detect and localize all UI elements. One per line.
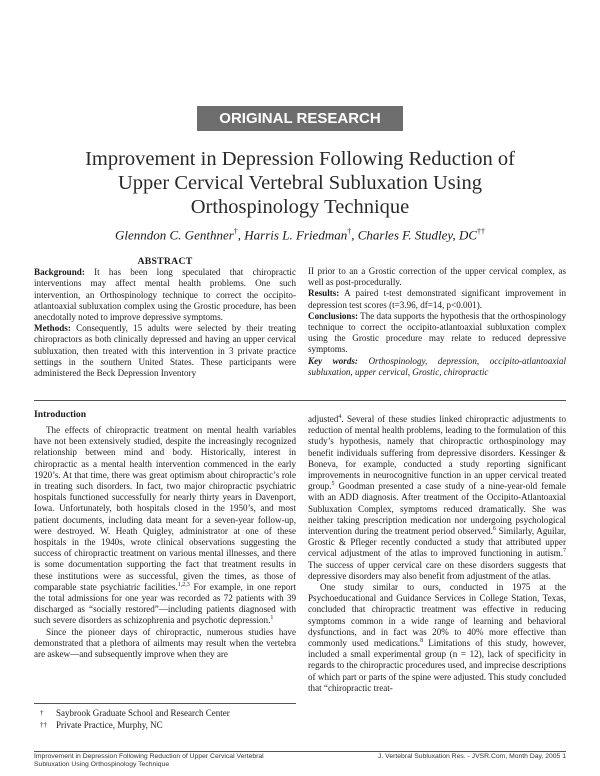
author-list xyxy=(40,224,560,243)
abstract-methods xyxy=(34,323,296,379)
title-line: Upper Cervical Vertebral Subluxation Using xyxy=(118,172,482,194)
body-paragraph: One study similar to ours, conducted in 1975 at the Psychoeducational and Guidance Services in College Station, Texas, concluded that chiropractic treatment was effective in reducing symptoms common in a wide range of learning and behavioral dysfunctions, and in fact was 20% to 40% more effective than commonly used medications.$^8$ Limitations of this study, however, included a small experimental group (n = 12), lack of specificity in regards to the chiropractic procedures used, and imprecise descriptions of which part or parts of the spine were adjusted. This study concluded that “chiropractic treat- xyxy=(308,582,566,693)
abstract-text: Consequently, 15 adults were selected by their treating chiropractors as both clinically depressed and having an upper cervical subluxation, then treated with this intervention in 3 private practice settings in the southern United States. These participants were administered the Beck Depression Inventory xyxy=(34,323,296,379)
abstract-conclusions xyxy=(308,311,566,356)
affiliation-mark: † xyxy=(347,227,352,236)
citation: 7 xyxy=(563,548,566,555)
author-name: Harris L. Friedman xyxy=(244,227,348,243)
abstract-text: A paired t-test demonstrated significant improvement in depression test scores (t=3.96, df=14, p<0.001). xyxy=(308,288,566,310)
footnote-mark: † xyxy=(40,709,44,717)
footnotes xyxy=(34,708,296,731)
footnote xyxy=(34,708,296,720)
abstract-text: The data supports the hypothesis that the orthospinology technique to correct the occipito-atlantoaxial subluxation complex using the Grostic procedure may relate to reduced depressive symptoms. xyxy=(308,310,566,355)
section-banner: ORIGINAL RESEARCH xyxy=(197,106,403,131)
affiliation-mark: † xyxy=(233,227,238,236)
footnote-text: Private Practice, Murphy, NC xyxy=(56,719,163,730)
body-right-column xyxy=(308,414,566,750)
running-footer-title: Improvement in Depression Following Reduction of Upper Cervical Vertebral Subluxation Using Orthospinology Technique xyxy=(34,753,264,769)
abstract-right-column xyxy=(308,266,566,390)
author-name: Glenndon C. Genthner xyxy=(114,227,234,243)
body-paragraph: The effects of chiropractic treatment on mental health variables have not been extensively studied, despite the increasingly recognized relationship between mind and body. Historically, interest in chiropractic as a mental health intervention commenced in the early 1920’s. At that time, there was great optimism about chiropractic’s role in treating such disorders. In fact, two major chiropractic psychiatric hospitals functioned successfully for nearly thirty years in Davenport, Iowa. Unfortunately, both hospitals closed in the 1950’s, and most patient documents, including data meant for a seven-year follow-up, were destroyed. W. Heath Quigley, administrator at one of these hospitals in the 1940s, wrote clinical observations suggesting the success of chiropractic treatment on various mental illnesses, and there is some documentation supporting the fact that treatment results in these institutions were as successful, given the times, as those of comparable state psychiatric facilities.$^{1,2,3}$ For example, in one report the total admissions for one year was recorded as 72 patients with 39 discharged as “socially restored”—including patients diagnosed with such severe disorders as schizophrenia and psychotic depression.$^1$ xyxy=(34,425,296,626)
keywords-label: Key words: xyxy=(308,355,358,366)
body-left-column xyxy=(34,409,296,705)
abstract-background xyxy=(34,267,296,323)
citation: 1 xyxy=(270,615,274,622)
abstract-methods-continued: II prior to an a Grostic correction of the upper cervical complex, as well as post-procedurally. xyxy=(308,266,566,288)
abstract-label: Methods: xyxy=(34,323,71,334)
article-title xyxy=(40,147,560,219)
author-separator: , xyxy=(351,227,358,243)
footnote-divider xyxy=(34,703,296,704)
keywords xyxy=(308,356,566,378)
citation: 1,2,3 xyxy=(177,581,190,588)
abstract-results xyxy=(308,288,566,310)
title-line: Improvement in Depression Following Reduction of xyxy=(85,148,515,170)
citation: 6 xyxy=(492,526,496,532)
footnote xyxy=(34,720,296,732)
abstract-label: Conclusions: xyxy=(308,310,359,321)
author-name: Charles F. Studley, DC xyxy=(357,227,478,243)
title-line: Orthospinology Technique xyxy=(190,196,410,218)
section-heading: Introduction xyxy=(34,409,87,420)
abstract-label: Background: xyxy=(34,267,85,278)
abstract-label: Results: xyxy=(308,288,340,299)
running-footer-journal: J. Vertebral Subluxation Res. - JVSR.Com, Month Day, 2005 1 xyxy=(377,753,566,760)
keywords-text: Orthospinology, depression, occipito-atlantoaxial subluxation, upper cervical, Grostic, chiropractic xyxy=(308,355,566,377)
abstract-text: It has been long speculated that chiropractic interventions may affect mental health problems. One such intervention, an Orthospinology technique to correct the occipito-atlantoaxial subluxation complex using the Grostic procedure, has been anecdotally noted to improve depressive symptoms. xyxy=(34,267,296,323)
author-separator: , xyxy=(237,227,245,243)
footnote-text: Saybrook Graduate School and Research Center xyxy=(56,708,230,718)
abstract-left-column xyxy=(34,256,296,390)
footer-divider xyxy=(34,751,566,752)
citation: 4 xyxy=(338,414,342,420)
citation: 5 xyxy=(331,481,335,488)
footnote-mark: †† xyxy=(40,720,47,729)
body-paragraph: Since the pioneer days of chiropractic, numerous studies have demonstrated that a plethora of ailments may result when the vertebra are askew—and subsequently improve when they are xyxy=(34,626,296,660)
citation: 8 xyxy=(420,638,424,645)
abstract-heading: ABSTRACT xyxy=(137,256,193,267)
abstract-divider xyxy=(34,400,566,401)
body-paragraph: adjusted$^4$. Several of these studies linked chiropractic adjustments to reduction of mental health problems, leading to the formulation of this study’s hypothesis, namely that chiropractic orthospinology may benefit individuals suffering from depressive disorders. Kessinger & Boneva, for example, conducted a study reporting significant improvements in neurocognitive function in an upper cervical treated group.$^5$ Goodman presented a case study of a nine-year-old female with an ADD diagnosis. After treatment of the Occipito-Atlantoaxial Subluxation Complex, symptoms reduced dramatically. She was neither taking prescription medication nor undergoing psychological intervention during the treatment period observed.$^6$ Similarly, Aguilar, Grostic & Pfleger recently conducted a study that attributed upper cervical adjustment of the atlas to improved functioning in autism.$^7$ The success of upper cervical care on these disorders suggests that depressive disorders may also benefit from adjustment of the atlas. xyxy=(308,414,566,581)
affiliation-mark: †† xyxy=(477,227,486,236)
